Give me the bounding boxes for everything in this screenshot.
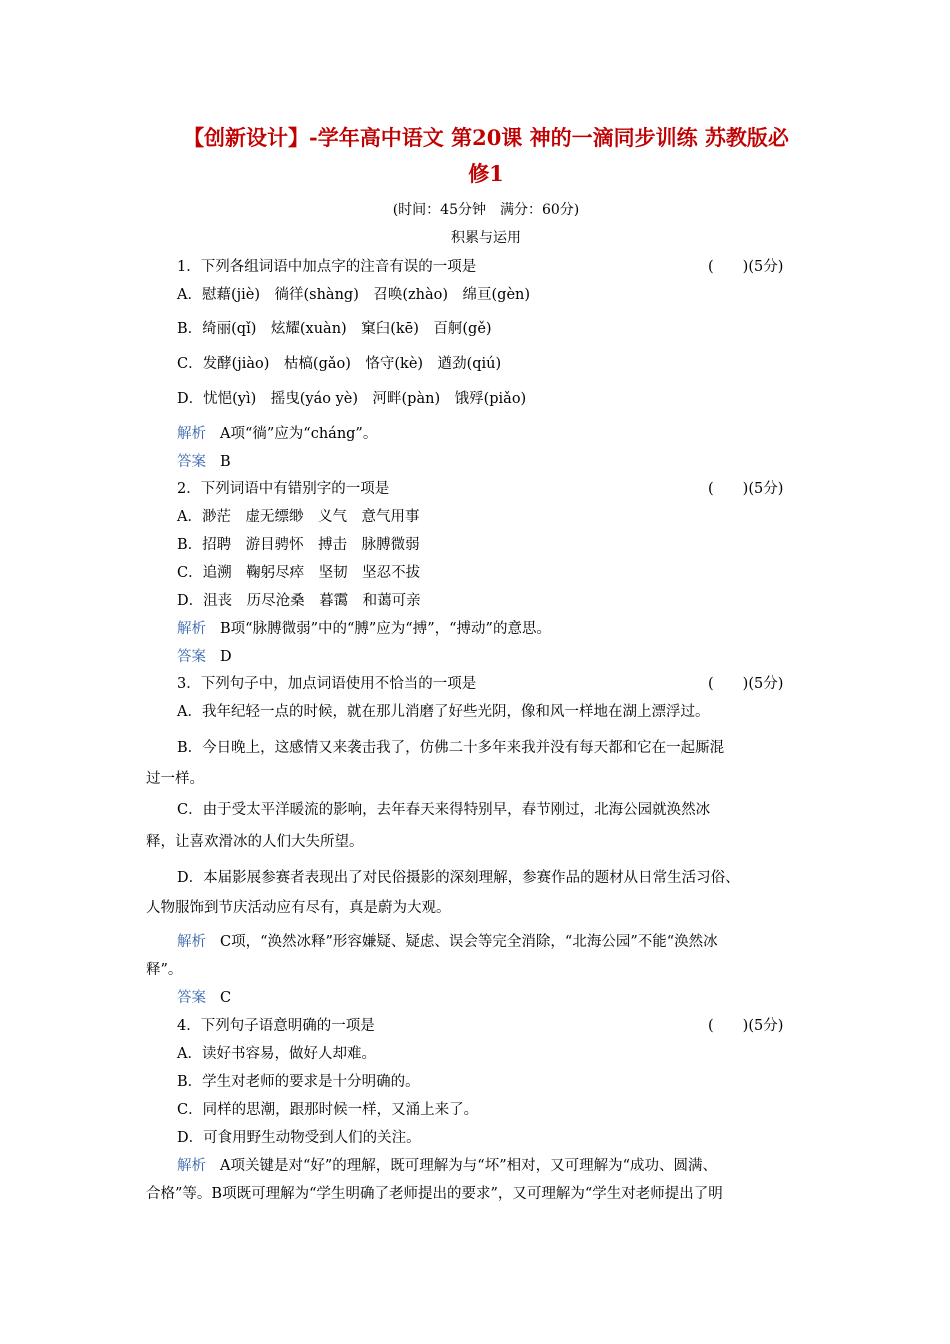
- q2-option-b: B．招聘 游目骋怀 搏击 脉膊微弱: [177, 537, 420, 553]
- analysis-label: 解析: [177, 934, 206, 950]
- q4-option-c: C．同样的思潮，跟那时候一样，又涌上来了。: [177, 1102, 479, 1118]
- q4-score-bracket: ( )(5分): [708, 1018, 784, 1034]
- q1-option-c: C．发酵(jiào) 枯槁(gǎo) 恪守(kè) 遒劲(qiú): [177, 356, 502, 372]
- analysis-label: 解析: [177, 426, 206, 442]
- q2-stem: 2．下列词语中有错别字的一项是: [177, 481, 390, 497]
- q3-option-b-line-1: B．今日晚上，这感情又来袭击我了，仿佛二十多年来我并没有每天都和它在一起厮混: [177, 740, 725, 756]
- q3-analysis-line-1: [177, 930, 718, 951]
- analysis-label: 解析: [177, 1158, 206, 1174]
- answer-label: 答案: [177, 649, 206, 665]
- q3-stem: 3．下列句子中，加点词语使用不恰当的一项是: [177, 676, 477, 692]
- q3-analysis-text: C项，“涣然冰释”形容嫌疑、疑虑、误会等完全消除，“北海公园”不能“涣然冰: [220, 934, 718, 950]
- q4-stem: 4．下列句子语意明确的一项是: [177, 1018, 375, 1034]
- answer-label: 答案: [177, 990, 206, 1006]
- q1-answer-value: B: [220, 454, 231, 470]
- q3-score-bracket: ( )(5分): [708, 676, 784, 692]
- q3-option-d-line-2: 人物服饰到节庆活动应有尽有，真是蔚为大观。: [146, 900, 451, 916]
- q1-option-b: B．绮丽(qǐ) 炫耀(xuàn) 窠臼(kē) 百舸(gě): [177, 321, 492, 337]
- q1-analysis-text: A项“徜”应为“cháng”。: [220, 426, 378, 442]
- analysis-label: 解析: [177, 621, 206, 637]
- q3-option-c-line-2: 释，让喜欢滑冰的人们大失所望。: [146, 834, 364, 850]
- q4-analysis-line-2: 合格”等。B项既可理解为“学生明确了老师提出的要求”，又可理解为“学生对老师提出了明: [146, 1186, 723, 1202]
- q4-analysis-text: A项关键是对“好”的理解，既可理解为与“坏”相对，又可理解为“成功、圆满、: [220, 1158, 718, 1174]
- q4-option-b: B．学生对老师的要求是十分明确的。: [177, 1074, 420, 1090]
- q3-answer: [177, 986, 231, 1007]
- q1-stem: 1．下列各组词语中加点字的注音有误的一项是: [177, 259, 477, 275]
- document-title-line-1: 【创新设计】-学年高中语文 第20课 神的一滴同步训练 苏教版必: [183, 125, 789, 150]
- q4-analysis-line-1: [177, 1154, 717, 1175]
- q2-score-bracket: ( )(5分): [708, 481, 784, 497]
- q3-option-a: A．我年纪轻一点的时候，就在那儿消磨了好些光阴，像和风一样地在湖上漂浮过。: [177, 704, 710, 720]
- q1-option-d: D．忧悒(yì) 摇曳(yáo yè) 河畔(pàn) 饿殍(piǎo): [177, 391, 527, 407]
- q1-answer: [177, 450, 231, 471]
- q2-option-c: C．追溯 鞠躬尽瘁 坚韧 坚忍不拔: [177, 565, 421, 581]
- q3-analysis-line-2: 释”。: [146, 962, 183, 978]
- answer-label: 答案: [177, 454, 206, 470]
- section-heading: 积累与运用: [451, 230, 521, 246]
- document-title-line-2: 修1: [468, 161, 504, 186]
- q2-option-d: D．沮丧 历尽沧桑 暮霭 和蔼可亲: [177, 593, 421, 609]
- q4-option-d: D．可食用野生动物受到人们的关注。: [177, 1130, 421, 1146]
- q4-option-a: A．读好书容易，做好人却难。: [177, 1046, 376, 1062]
- q3-answer-value: C: [220, 990, 232, 1006]
- q3-option-c-line-1: C．由于受太平洋暖流的影响，去年春天来得特别早，春节刚过，北海公园就涣然冰: [177, 802, 711, 818]
- q2-analysis: [177, 617, 551, 638]
- q1-analysis: [177, 422, 377, 443]
- q2-option-a: A．渺茫 虚无缥缈 义气 意气用事: [177, 509, 420, 525]
- q2-analysis-text: B项“脉膊微弱”中的“膊”应为“搏”，“搏动”的意思。: [220, 621, 551, 637]
- q2-answer-value: D: [220, 649, 232, 665]
- q1-score-bracket: ( )(5分): [708, 259, 784, 275]
- time-score-info: (时间：45分钟 满分：60分): [392, 202, 580, 218]
- q3-option-d-line-1: D．本届影展参赛者表现出了对民俗摄影的深刻理解，参赛作品的题材从日常生活习俗、: [177, 870, 740, 886]
- q3-option-b-line-2: 过一样。: [146, 771, 204, 787]
- q1-option-a: A．慰藉(jiè) 徜徉(shàng) 召唤(zhào) 绵亘(gèn): [177, 287, 531, 303]
- q2-answer: [177, 645, 232, 666]
